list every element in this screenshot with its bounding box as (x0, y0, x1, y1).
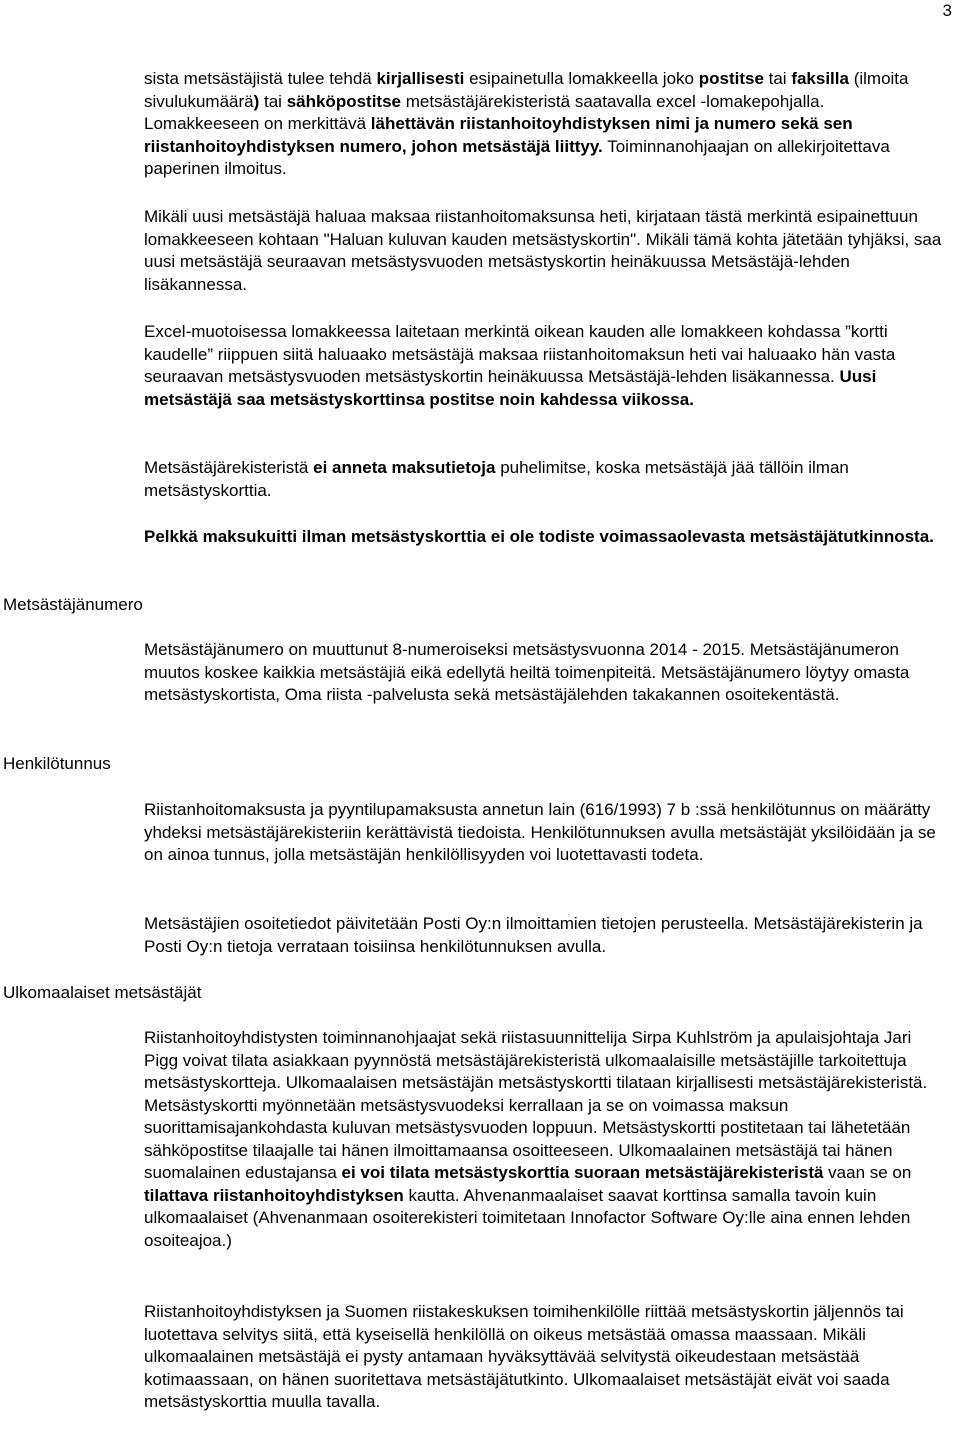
text-run: Metsästäjien osoitetiedot päivitetään Posti Oy:n ilmoittamien tietojen perusteella. Metsästäjärekisterin ja Posti Oy:n tietoja verrataan toisiinsa henkilötunnuksen avulla. (144, 914, 923, 956)
text-run: :ssä henkilötunnus on määrätty yhdeksi metsästäjärekisteriin kerättävistä tiedoista. Henkilötunnuksen avulla metsästäjät yksilöidään ja se on ainoa tunnus, jolla metsästäjän henkilöllisyyden voi luotettavasti todeta. (144, 800, 936, 864)
text-run: kautta. Ahvenanmaalaiset saavat korttinsa samalla tavoin kuin ulkomaalaiset (Ahvenanmaan osoiterekisteri toimitetaan Innofactor Software Oy:lle aina ennen lehden osoiteajoa.) (144, 1185, 911, 1250)
bold-text-run: sähköpostitse (286, 91, 401, 111)
text-run: Mikäli uusi metsästäjä haluaa maksaa riistanhoitomaksunsa heti, kirjataan tästä merkintä esipainettuun lomakkeeseen kohtaan "Haluan kuluvan kauden metsästyskortin". Mikäli tämä kohta jätetään tyhjäksi, saa uusi metsästäjä seuraavan metsästysvuoden metsästyskortin heinäkuussa Metsästäjä-lehden lisäkannessa. (144, 207, 942, 294)
paragraph-ilmoitustapa (144, 68, 944, 181)
paragraph-maksutiedot (144, 457, 944, 502)
bold-text-run: ei anneta maksutietoja (313, 458, 496, 477)
side-heading-ulkomaalaiset: Ulkomaalaiset metsästäjät (3, 983, 202, 1002)
paragraph-excel-lomake (144, 321, 944, 411)
bold-text-run: faksilla (791, 69, 849, 88)
text-run: vaan se on (823, 1163, 912, 1182)
bold-text-run: ) (253, 91, 260, 111)
text-run: Metsästäjärekisteristä (144, 458, 314, 477)
text-run: metsästäjärekisteristä saatavalla excel -lomakepohjalla. Lomakkeeseen on merkittävä (144, 91, 825, 133)
paragraph-metsastajanumero (144, 639, 944, 707)
paragraph-selvitys (144, 1301, 944, 1414)
bold-text-run: Uusi metsästäjä saa metsästyskorttinsa postitse noin kahdessa viikossa. (144, 367, 877, 409)
bold-text-run: tilattava riistanhoitoyhdistyksen (144, 1185, 404, 1205)
bold-text-run: Pelkkä maksukuitti ilman metsästyskorttia ei ole todiste voimassaolevasta metsästäjätutkinnosta. (144, 527, 934, 546)
bold-text-run: kirjallisesti (376, 69, 465, 88)
text-run: Riistanhoitoyhdistyksen ja Suomen riistakeskuksen toimihenkilölle riittää metsästyskortin jäljennös tai luotettava selvitys siitä, että kyseisellä henkilöllä on oikeus metsästää omassa maassaan. Mikäli ulkomaalainen metsästäjä ei pysty antamaan hyväksyttävää selvitystä oikeudestaan metsästää kotimaassaan, on hänen suoritettava metsästäjätutkinto. Ulkomaalaiset metsästäjät eivät voi saada metsästyskorttia muulla tavalla. (144, 1302, 904, 1411)
text-run: esipainetulla lomakkeella joko (464, 69, 699, 88)
bold-text-run: postitse (698, 69, 764, 88)
bold-text-run: ei voi tilata metsästyskorttia suoraan metsästäjärekisteristä (341, 1163, 824, 1182)
paragraph-maksukuitti (144, 526, 944, 549)
side-heading-metsastajanumero: Metsästäjänumero (3, 595, 143, 614)
paragraph-ulkomaalaiset (144, 1027, 944, 1252)
paragraph-henkilotunnus (144, 799, 944, 867)
text-run: Metsästäjänumero on muuttunut 8-numeroiseksi metsästysvuonna 2014 - 2015. Metsästäjänumeron muutos koskee kaikkia metsästäjiä eikä edellytä heiltä toimenpiteitä. Metsästäjänumero löytyy omasta metsästyskortista, Oma riista -palvelusta sekä metsästäjälehden takakannen osoitekentästä. (144, 640, 910, 704)
paragraph-maksu-heti (144, 206, 944, 296)
text-run: Riistanhoitoyhdistysten toiminnanohjaajat sekä riistasuunnittelija Sirpa Kuhlström ja apulaisjohtaja Jari Pigg voivat tilata asiakkaan pyynnöstä metsästäjärekisteristä ulkomaalaisille metsästäjille tarkoitettuja metsästyskortteja. Ulkomaalaisen metsästäjän metsästyskortti tilataan kirjallisesti metsästäjärekisteristä. Metsästyskortti myönnetään metsästysvuodeksi kerrallaan ja se on voimassa maksun suorittamisajankohdasta kuluvan metsästysvuoden loppuun. Metsästyskortti postitetaan tai lähetetään sähköpostitse tilaajalle tai hänen ilmoittamaansa osoitteeseen. Ulkomaalainen metsästäjä tai hänen suomalainen edustajansa (144, 1028, 928, 1182)
text-run: sista metsästäjistä tulee tehdä (144, 69, 377, 88)
text-run: Toiminnanohjaajan on allekirjoitettava paperinen ilmoitus. (144, 136, 890, 178)
text-run: (ilmoita sivulukumäärä (144, 69, 909, 111)
page-number: 3 (942, 1, 952, 20)
text-run: Riistanhoitomaksusta ja pyyntilupamaksusta annetun lain (616/1993) 7 b (144, 800, 695, 819)
text-run: tai (259, 91, 287, 111)
text-run: Excel-muotoisessa lomakkeessa laitetaan merkintä oikean kauden alle lomakkeen kohdassa ”kortti kaudelle” riippuen siitä haluaako metsästäjä maksaa riistanhoitomaksun heti vai haluaako hän vasta seuraavan metsästysvuoden metsästyskortin heinäkuussa Metsästäjä-lehden lisäkannessa. (144, 322, 896, 386)
bold-text-run: lähettävän riistanhoitoyhdistyksen nimi ja numero sekä sen riistanhoitoyhdistyksen numero, johon metsästäjä liittyy. (144, 114, 853, 156)
paragraph-osoitetiedot (144, 913, 944, 958)
text-run: puhelimitse, koska metsästäjä jää tällöin ilman metsästyskorttia. (144, 458, 849, 500)
text-run: tai (763, 69, 792, 88)
side-heading-henkilotunnus: Henkilötunnus (3, 754, 111, 773)
